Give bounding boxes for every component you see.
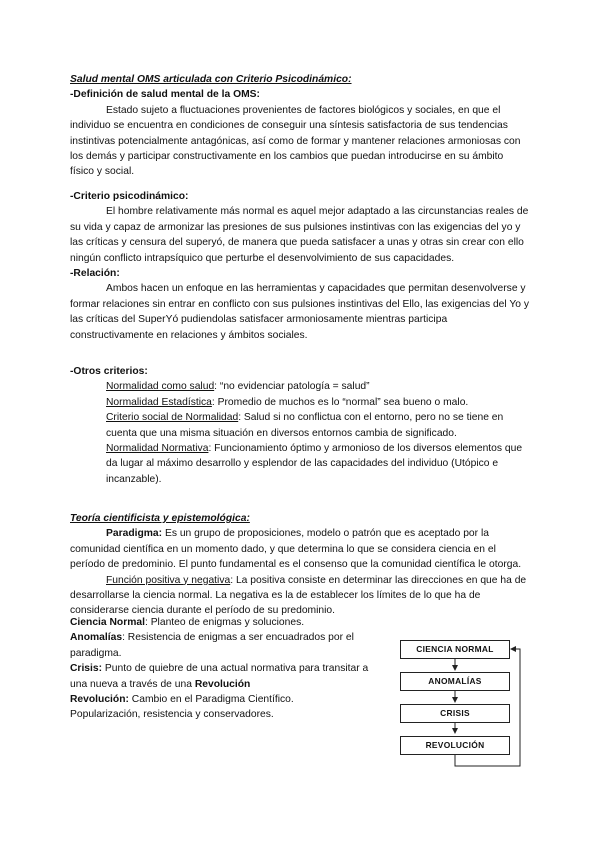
- anomalias-text: : Resistencia de enigmas a ser encuadrados por el paradigma.: [70, 632, 354, 659]
- psicodinamico-text: El hombre relativamente más normal es aquel mejor adaptado a las circunstancias reales de su vida y capaz de armonizar las presiones de sus pulsiones instintivas con las exigencias del yo y las críticas y censura del superyó, de manera que pueda satisfacer a unas y otras sin crear con ello ningún conflicto intrapsíquico que perturbe el desenvolvimiento de sus capacidades.: [70, 206, 529, 264]
- def-extra: Popularización, resistencia y conservadores.: [70, 709, 274, 721]
- section-salud-mental: [70, 72, 530, 180]
- criterio-term: Criterio social de Normalidad: [106, 412, 239, 424]
- anomalias-term: Anomalías: [70, 632, 123, 644]
- crisis-term: Crisis:: [70, 663, 103, 675]
- criterio-item: [70, 410, 530, 441]
- revolucion-term: Revolución:: [70, 694, 129, 706]
- paradigma-text: Es un grupo de proposiciones, modelo o patrón que es aceptado por la comunidad científica en un momento dado, y que determina lo que se considera ciencia en el período de predominio. El punto fundamental es el consenso que la comunidad científica le otorga.: [70, 528, 522, 571]
- section-teoria: [70, 511, 530, 619]
- paradigm-cycle-diagram: [380, 640, 530, 770]
- section-psicodinamico: [70, 189, 530, 343]
- node-anomalias: ANOMALÍAS: [400, 672, 510, 691]
- relacion-text: Ambos hacen un enfoque en las herramientas y capacidades que permitan desenvolverse y formar relaciones sin entrar en conflicto con sus pulsiones instintivas del Ello, las exigencias del Yo y las críticas del SuperYó pudiendolas satisfacer armoniosamente mientras participa constructivamente en relaciones y ámbitos sociales.: [70, 283, 530, 341]
- paradigma-paragraph: [70, 526, 530, 572]
- node-crisis: CRISIS: [400, 704, 510, 723]
- funcion-term: Función positiva y negativa: [106, 574, 231, 586]
- criterio-text: : Promedio de muchos es lo “normal” sea bueno o malo.: [211, 396, 469, 408]
- node-revolucion: REVOLUCIÓN: [400, 736, 510, 755]
- otros-heading: -Otros criterios:: [70, 366, 148, 377]
- criterio-term: Normalidad Normativa: [106, 443, 209, 455]
- revolucion-text: Cambio en el Paradigma Científico.: [128, 694, 294, 706]
- ciencia-term: Ciencia Normal: [70, 617, 145, 628]
- def-anomalias: [70, 630, 382, 661]
- criterio-item: [70, 379, 530, 394]
- ciencia-text: : Planteo de enigmas y soluciones.: [144, 617, 305, 628]
- funcion-text: : La positiva consiste en determinar las direcciones en que ha de desarrollarse la ciencia normal. La negativa es la de establecer los límites de lo que ha de considerarse ciencia durante el período de su predominio.: [70, 574, 527, 617]
- section-title: Salud mental OMS articulada con Criterio Psicodinámico:: [70, 74, 352, 85]
- section-otros-criterios: [70, 364, 530, 487]
- definitions-list: [70, 615, 382, 723]
- psicodinamico-heading: -Criterio psicodinámico:: [70, 191, 189, 202]
- relacion-heading: -Relación:: [70, 268, 120, 280]
- criterio-text: : Salud si no conflictua con el entorno, pero no se tiene en cuenta que una misma situación en diversos entornos cambia de significado.: [106, 412, 504, 439]
- criterio-term: Normalidad como salud: [106, 381, 215, 393]
- teoria-title: Teoría cientificista y epistemológica:: [70, 513, 250, 524]
- definition-heading: -Definición de salud mental de la OMS:: [70, 89, 260, 101]
- crisis-text: Punto de quiebre de una actual normativa para transitar a una nueva a través de una: [70, 663, 369, 690]
- criterio-item: [70, 395, 530, 410]
- node-ciencia-normal: CIENCIA NORMAL: [400, 640, 510, 659]
- def-crisis: [70, 661, 382, 692]
- criterio-item: [70, 441, 530, 487]
- criterio-term: Normalidad Estadística: [106, 396, 212, 408]
- def-revolucion: [70, 692, 382, 707]
- definition-text: Estado sujeto a fluctuaciones provenientes de factores biológicos y sociales, en que el individuo se encuentra en condiciones de conseguir una síntesis satisfactoria de sus tendencias instintivas potencialmente antagónicas, así como de formar y mantener relaciones armoniosas con los demás y participar constructivamente en los cambios que puedan introducirse en su ámbito físico y social.: [70, 104, 521, 178]
- paradigma-term: Paradigma:: [106, 528, 163, 540]
- def-ciencia-normal: [70, 615, 382, 630]
- crisis-bold: Revolución: [194, 678, 251, 690]
- funcion-paragraph: [70, 573, 530, 619]
- criterio-text: : “no evidenciar patología = salud”: [214, 381, 370, 393]
- criterio-text: : Funcionamiento óptimo y armonioso de los diversos elementos que da lugar al máximo desarrollo y esplendor de las capacidades del individuo (Utópico e incanzable).: [106, 443, 523, 485]
